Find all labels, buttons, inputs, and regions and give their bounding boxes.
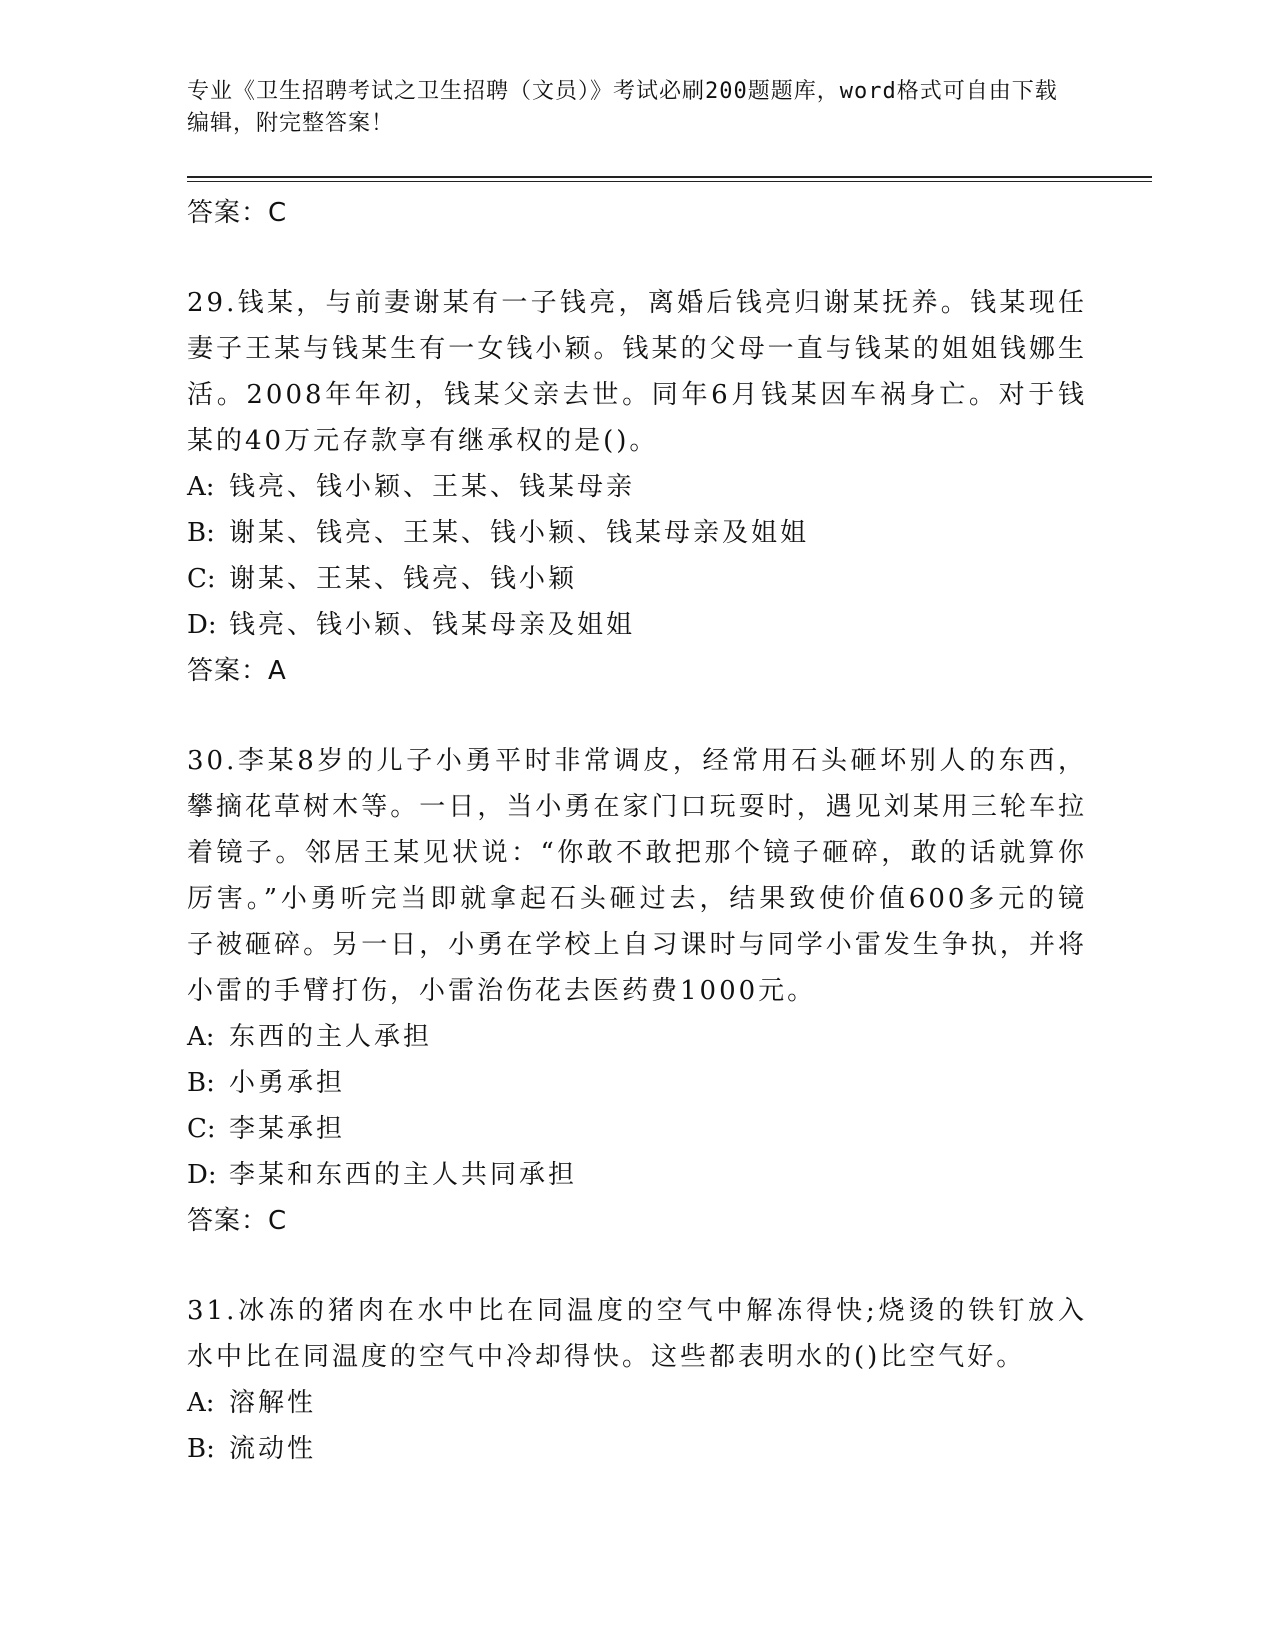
header-rule <box>187 176 1152 178</box>
question-30 <box>187 738 1087 1244</box>
option-text: 谢某、王某、钱亮、钱小颖 <box>229 564 578 594</box>
question-31 <box>187 1288 1087 1472</box>
option-text: 小勇承担 <box>229 1068 346 1098</box>
previous-answer: 答案：C <box>187 198 288 228</box>
option-text: 溶解性 <box>229 1388 317 1418</box>
option-letter: B: <box>187 1434 215 1464</box>
answer: 答案：A <box>187 656 287 686</box>
answer: 答案：C <box>187 1206 288 1236</box>
spacer <box>187 1244 1087 1288</box>
option-c <box>187 1106 1087 1152</box>
question-29 <box>187 280 1087 694</box>
question-text: 29.钱某，与前妻谢某有一子钱亮，离婚后钱亮归谢某抚养。钱某现任妻子王某与钱某生有一女钱小颖。钱某的父母一直与钱某的姐姐钱娜生活。2008年年初，钱某父亲去世。同年6月钱某因车祸身亡。对于钱某的40万元存款享有继承权的是()。 <box>187 288 1087 456</box>
option-letter: A: <box>187 472 215 502</box>
document-body <box>187 190 1087 1472</box>
option-b <box>187 1426 1087 1472</box>
option-b <box>187 1060 1087 1106</box>
option-a <box>187 1014 1087 1060</box>
question-text: 30.李某8岁的儿子小勇平时非常调皮，经常用石头砸坏别人的东西，攀摘花草树木等。一日，当小勇在家门口玩耍时，遇见刘某用三轮车拉着镜子。邻居王某见状说：“你敢不敢把那个镜子砸碎，敢的话就算你厉害。”小勇听完当即就拿起石头砸过去，结果致使价值600多元的镜子被砸碎。另一日，小勇在学校上自习课时与同学小雷发生争执，并将小雷的手臂打伤，小雷治伤花去医药费1000元。 <box>187 746 1087 1006</box>
option-letter: A: <box>187 1022 215 1052</box>
option-letter: B: <box>187 518 215 548</box>
option-text: 谢某、钱亮、王某、钱小颖、钱某母亲及姐姐 <box>229 518 810 548</box>
page-header: 专业《卫生招聘考试之卫生招聘（文员）》考试必刷200题题库，word格式可自由下载编辑，附完整答案！ <box>187 79 1058 136</box>
option-text: 李某承担 <box>229 1114 346 1144</box>
option-text: 钱亮、钱小颖、王某、钱某母亲 <box>229 472 636 502</box>
option-letter: C: <box>187 564 216 594</box>
option-text: 东西的主人承担 <box>229 1022 433 1052</box>
question-text: 31.冰冻的猪肉在水中比在同温度的空气中解冻得快;烧烫的铁钉放入水中比在同温度的空气中冷却得快。这些都表明水的()比空气好。 <box>187 1296 1087 1372</box>
option-a <box>187 1380 1087 1426</box>
option-d <box>187 1152 1087 1198</box>
option-d <box>187 602 1087 648</box>
header-rule-thin <box>187 181 1152 182</box>
option-text: 钱亮、钱小颖、钱某母亲及姐姐 <box>229 610 636 640</box>
option-c <box>187 556 1087 602</box>
spacer <box>187 236 1087 280</box>
option-text: 流动性 <box>229 1434 317 1464</box>
option-letter: A: <box>187 1388 215 1418</box>
option-letter: D: <box>187 610 217 640</box>
option-letter: D: <box>187 1160 217 1190</box>
option-b <box>187 510 1087 556</box>
spacer <box>187 694 1087 738</box>
option-a <box>187 464 1087 510</box>
option-text: 李某和东西的主人共同承担 <box>229 1160 578 1190</box>
option-letter: C: <box>187 1114 216 1144</box>
option-letter: B: <box>187 1068 215 1098</box>
